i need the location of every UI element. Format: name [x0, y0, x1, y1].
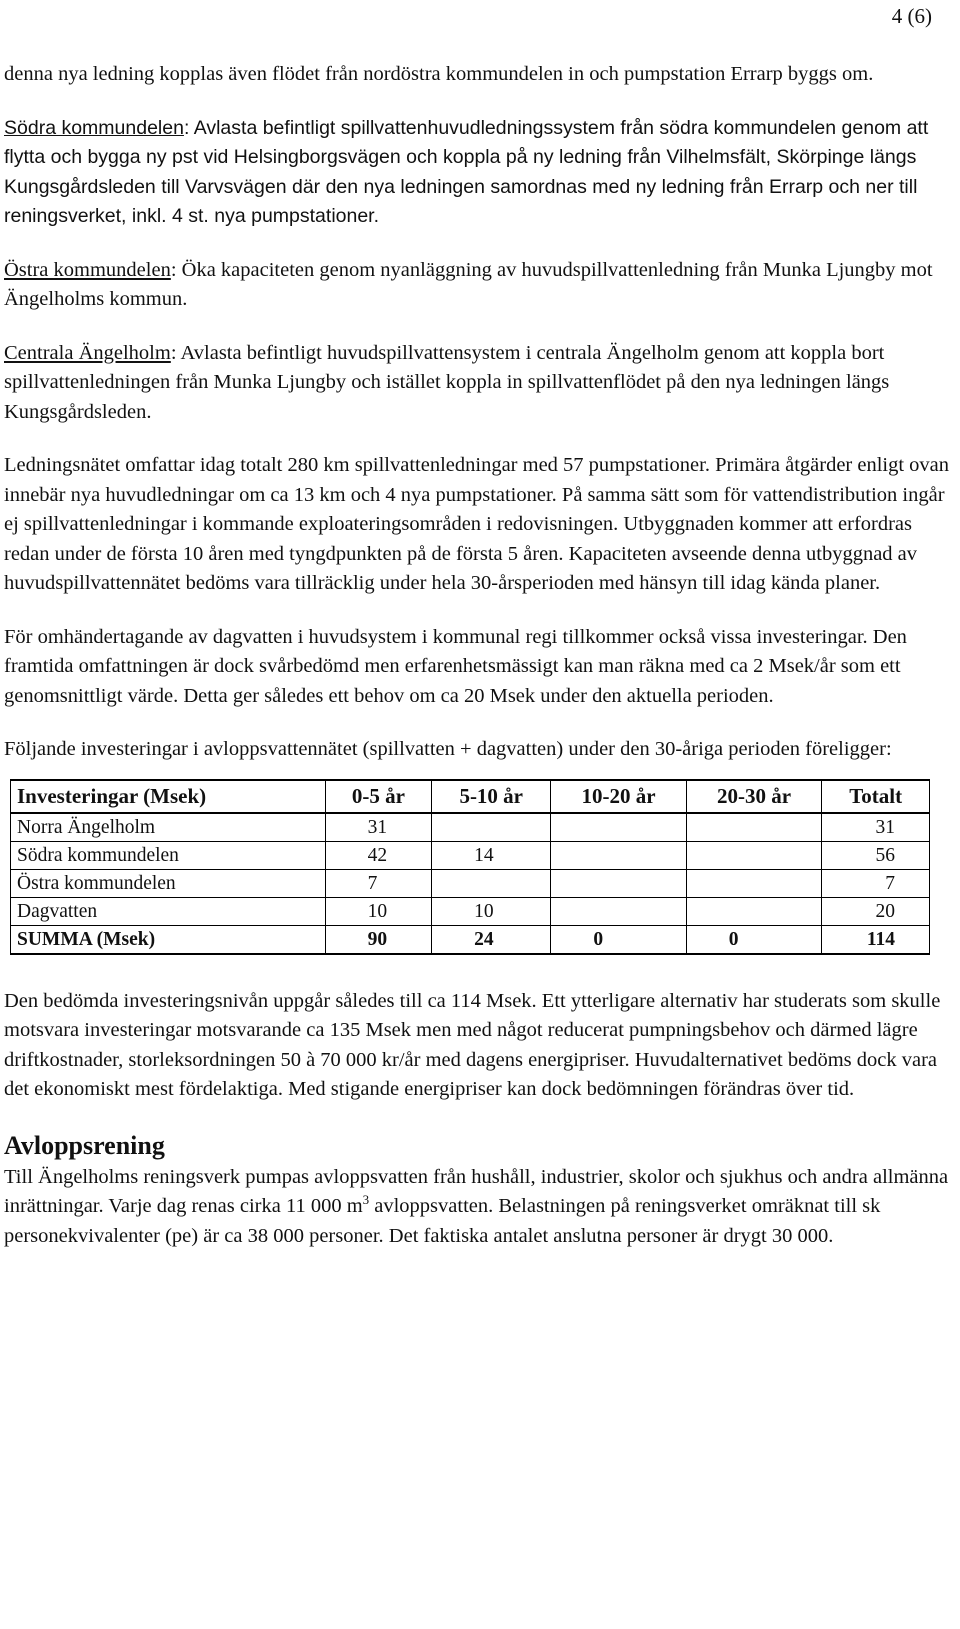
- table-header-cell: 0-5 år: [325, 780, 432, 813]
- superscript-3: 3: [362, 1192, 370, 1208]
- paragraph-dagvatten: För omhändertagande av dagvatten i huvudsystem i kommunal regi tillkommer också vissa investeringar. Den framtida omfattningen är dock svårbedömd men erfarenhetsmässigt kan man räkna med ca 2 Msek/år som ett genomsnittligt värde. Detta ger således ett behov om ca 20 Msek under den aktuella perioden.: [4, 625, 907, 707]
- table-sum-row: [11, 925, 930, 954]
- table-cell: 7: [822, 869, 930, 897]
- table-cell: 14: [432, 841, 551, 869]
- paragraph-ledningsnatet: Ledningsnätet omfattar idag totalt 280 km spillvattenledningar med 57 pumpstationer. Primära åtgärder enligt ovan innebär nya huvudledningar om ca 13 km och 4 nya pumpstationer. På samma sätt som för vattendistribution ingår ej spillvattenledningar i kommande exploateringsområden i redovisningen. Utbyggnaden kommer att erfordras redan under de första 10 åren med tyngdpunkten på de första 5 åren. Kapaciteten avseende denna utbyggnad av huvudspillvattennätet bedöms vara tillräcklig under hela 30-årsperioden med hänsyn till idag kända planer.: [4, 454, 950, 594]
- paragraph-intro: denna nya ledning kopplas även flödet från nordöstra kommundelen in och pumpstation Errarp byggs om.: [4, 63, 874, 85]
- text-ostra-kommundelen: : Öka kapaciteten genom nyanläggning av huvudspillvattenledning från Munka Ljungby mot Ängelholms kommun.: [4, 258, 933, 310]
- table-header-cell: 5-10 år: [432, 780, 551, 813]
- label-ostra-kommundelen: Östra kommundelen: [4, 258, 171, 281]
- table-cell: Östra kommundelen: [11, 869, 326, 897]
- table-header-cell: 20-30 år: [686, 780, 821, 813]
- table-cell: 56: [822, 841, 930, 869]
- label-centrala-angelholm: Centrala Ängelholm: [4, 341, 171, 364]
- table-cell: [432, 869, 551, 897]
- table-cell: 31: [822, 813, 930, 842]
- table-cell: [686, 841, 821, 869]
- table-cell: Norra Ängelholm: [11, 813, 326, 842]
- table-header-cell: Totalt: [822, 780, 930, 813]
- table-cell: [686, 869, 821, 897]
- avloppsrening-text-part-2: avloppsvatten. Belastningen på reningsverket omräknat till sk personekvivalenter (pe) är ca 38 000 personer. Det faktiska antalet anslutna personer är drygt 30 000.: [4, 1195, 881, 1247]
- paragraph-sodra-kommundelen: [4, 114, 952, 232]
- document-body: [4, 60, 952, 1275]
- table-cell: 42: [325, 841, 432, 869]
- table-cell: SUMMA (Msek): [11, 925, 326, 954]
- investment-table: [10, 779, 930, 955]
- text-centrala-angelholm: : Avlasta befintligt huvudspillvattensystem i centrala Ängelholm genom att koppla bort spillvattenledningen från Munka Ljungby och istället koppla in spillvattenflödet på den nya ledningen längs Kungsgårdsleden.: [4, 341, 890, 423]
- table-header-row: [11, 780, 930, 813]
- table-cell: 90: [325, 925, 432, 954]
- table-cell: 114: [822, 925, 930, 954]
- table-cell: [686, 813, 821, 842]
- paragraph-foljande-investeringar: Följande investeringar i avloppsvattennätet (spillvatten + dagvatten) under den 30-åriga perioden föreligger:: [4, 738, 892, 760]
- table-cell: [551, 841, 686, 869]
- paragraph-bedomda-investeringsniva: Den bedömda investeringsnivån uppgår således till ca 114 Msek. Ett ytterligare alternativ har studerats som skulle motsvara investeringar motsvarande ca 135 Msek men med något reducerat pumpningsbehov och därmed lägre driftkostnader, storleksordningen 50 à 70 000 kr/år med dagens energipriser. Huvudalternativet bedöms dock vara det ekonomiskt mest fördelaktiga. Med stigande energipriser kan dock bedömningen förändras över tid.: [4, 989, 941, 1100]
- paragraph-ostra-kommundelen: [4, 256, 952, 315]
- text-sodra-kommundelen: : Avlasta befintligt spillvattenhuvudledningssystem från södra kommundelen genom att flytta och bygga ny pst vid Helsingborgsvägen och koppla på ny ledning från Vilhelmsfält, Skörpinge längs Kungsgårdsleden till Varvsvägen där den nya ledningen samordnas med ny ledning från Errarp och ner till reningsverket, inkl. 4 st. nya pumpstationer.: [4, 116, 929, 227]
- section-heading-avloppsrening: Avloppsrening: [4, 1130, 165, 1160]
- table-cell: [551, 869, 686, 897]
- table-cell: [551, 897, 686, 925]
- table-cell: 10: [432, 897, 551, 925]
- table-cell: Södra kommundelen: [11, 841, 326, 869]
- avloppsrening-text-part-1: Till Ängelholms reningsverk pumpas avloppsvatten från hushåll, industrier, skolor och sjukhus och andra allmänna inrättningar. Varje dag renas cirka 11 000 m: [4, 1165, 949, 1217]
- table-row: [11, 869, 930, 897]
- table-cell: [686, 897, 821, 925]
- table-cell: 24: [432, 925, 551, 954]
- table-header-cell: Investeringar (Msek): [11, 780, 326, 813]
- table-cell: 7: [325, 869, 432, 897]
- table-cell: 10: [325, 897, 432, 925]
- table-cell: [551, 813, 686, 842]
- table-header-cell: 10-20 år: [551, 780, 686, 813]
- table-row: [11, 841, 930, 869]
- table-cell: Dagvatten: [11, 897, 326, 925]
- table-row: [11, 813, 930, 842]
- label-sodra-kommundelen: Södra kommundelen: [4, 116, 184, 139]
- table-cell: 31: [325, 813, 432, 842]
- table-row: [11, 897, 930, 925]
- page-number: 4 (6): [891, 4, 932, 28]
- table-cell: 20: [822, 897, 930, 925]
- paragraph-centrala-angelholm: [4, 339, 952, 428]
- table-cell: 0: [551, 925, 686, 954]
- table-cell: 0: [686, 925, 821, 954]
- table-cell: [432, 813, 551, 842]
- paragraph-avloppsrening: [4, 1163, 952, 1252]
